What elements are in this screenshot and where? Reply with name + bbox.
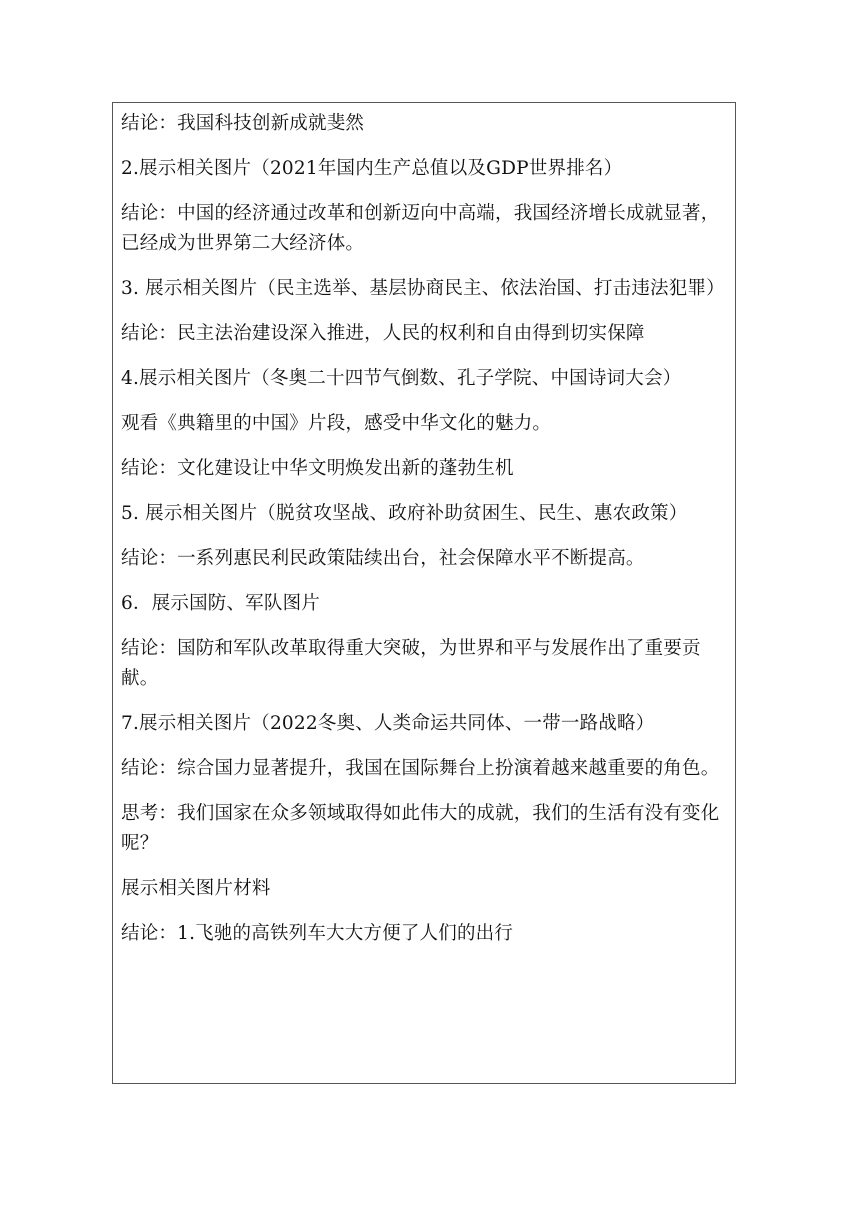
paragraph-watch-video: 观看《典籍里的中国》片段，感受中华文化的魅力。 — [121, 413, 552, 434]
paragraph-conclusion-national-power: 结论：综合国力显著提升，我国在国际舞台上扮演着越来越重要的角色。 — [121, 758, 720, 779]
paragraph-conclusion-rail: 结论：1.飞驰的高铁列车大大方便了人们的出行 — [121, 923, 514, 944]
lesson-table-cell — [112, 102, 736, 1084]
paragraph-step-4: 4.展示相关图片（冬奥二十四节气倒数、孔子学院、中国诗词大会） — [121, 368, 682, 389]
paragraph-step-5: 5. 展示相关图片（脱贫攻坚战、政府补助贫困生、民生、惠农政策） — [121, 503, 688, 524]
paragraph-conclusion-economy: 结论：中国的经济通过改革和创新迈向中高端，我国经济增长成就显著，已经成为世界第二大经济体。 — [121, 203, 720, 254]
paragraph-show-materials: 展示相关图片材料 — [121, 878, 271, 899]
paragraph-step-2: 2.展示相关图片（2021年国内生产总值以及GDP世界排名） — [121, 158, 623, 179]
paragraph-conclusion-welfare: 结论：一系列惠民利民政策陆续出台，社会保障水平不断提高。 — [121, 548, 645, 569]
paragraph-step-6: 6．展示国防、军队图片 — [121, 593, 320, 614]
paragraph-question: 思考：我们国家在众多领域取得如此伟大的成就，我们的生活有没有变化呢？ — [121, 803, 720, 854]
paragraph-conclusion-culture: 结论：文化建设让中华文明焕发出新的蓬勃生机 — [121, 458, 514, 479]
paragraph-step-3: 3. 展示相关图片（民主选举、基层协商民主、依法治国、打击违法犯罪） — [121, 278, 725, 299]
paragraph-conclusion-tech: 结论：我国科技创新成就斐然 — [121, 113, 365, 134]
paragraph-conclusion-democracy: 结论：民主法治建设深入推进，人民的权利和自由得到切实保障 — [121, 323, 645, 344]
paragraph-step-7: 7.展示相关图片（2022冬奥、人类命运共同体、一带一路战略） — [121, 713, 655, 734]
paragraph-conclusion-defense: 结论：国防和军队改革取得重大突破，为世界和平与发展作出了重要贡献。 — [121, 638, 701, 689]
